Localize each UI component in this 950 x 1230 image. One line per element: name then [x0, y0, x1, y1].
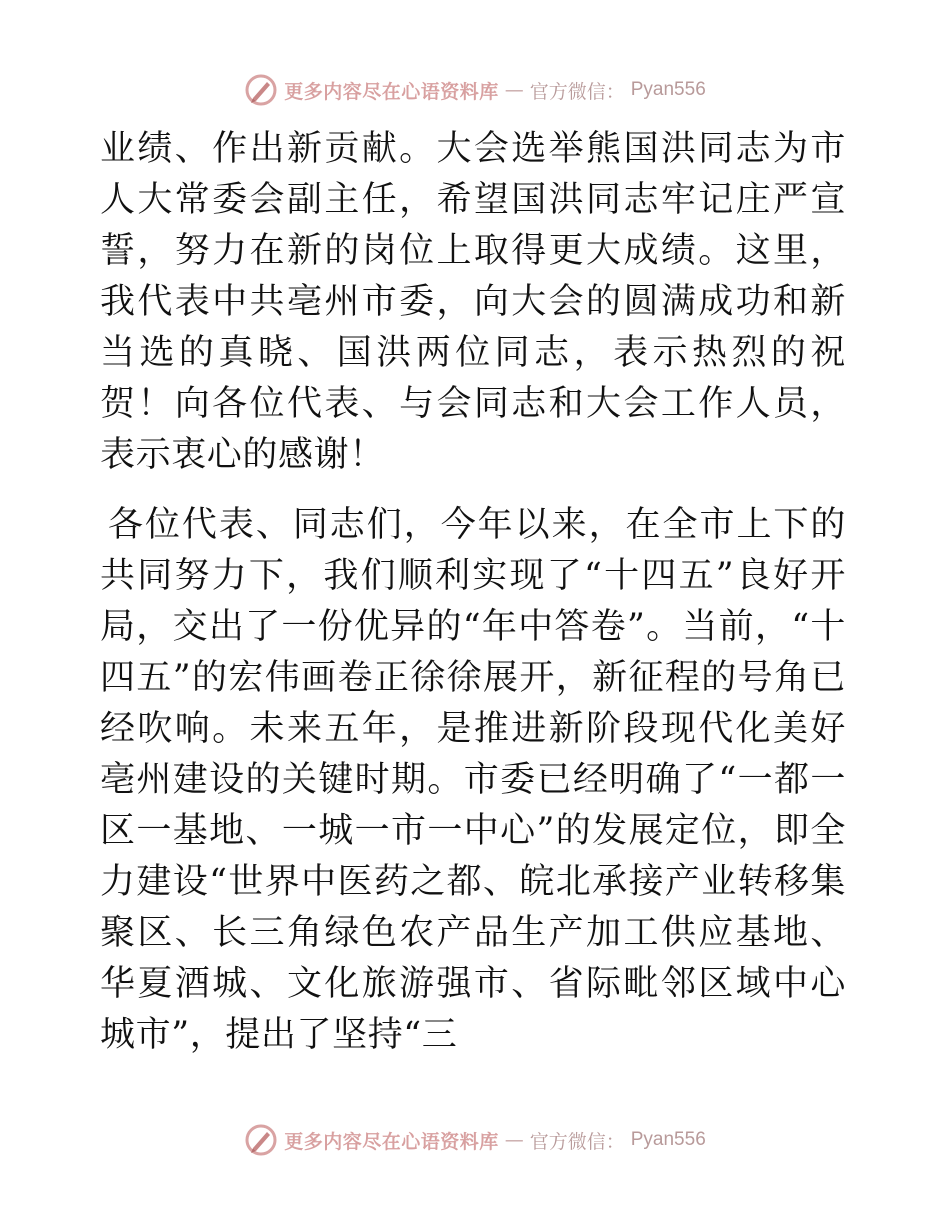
watermark-wechat-id: Pyan556	[630, 1129, 706, 1150]
watermark-text: 更多内容尽在心语资料库	[284, 80, 499, 103]
paragraph-2: 各位代表、同志们，今年以来，在全市上下的共同努力下，我们顺利实现了“十四五”良好开局，交出了一份优异的“年中答卷”。当前，“十四五”的宏伟画卷正徐徐展开，新征程的号角已经吹响。未来五年，是推进新阶段现代化美好亳州建设的关键时期。市委已经明确了“一都一区一基地、一城一市一中心”的发展定位，即全力建设“世界中医药之都、皖北承接产业转移集聚区、长三角绿色农产品生产加工供应基地、华夏酒城、文化旅游强市、省际毗邻区域中心城市”，提出了坚持“三	[100, 505, 846, 1055]
footer-watermark	[0, 1120, 950, 1160]
watermark-wechat-label: 官方微信：	[529, 80, 625, 103]
watermark-text: 更多内容尽在心语资料库	[284, 1130, 499, 1153]
watermark-wechat-id: Pyan556	[630, 79, 706, 100]
pen-circle-logo-icon	[244, 73, 278, 107]
watermark-dash: —	[504, 1129, 524, 1151]
header-watermark	[0, 70, 950, 110]
watermark-dash: —	[504, 79, 524, 101]
paragraph-1: 业绩、作出新贡献。大会选举熊国洪同志为市人大常委会副主任，希望国洪同志牢记庄严宣誓，努力在新的岗位上取得更大成绩。这里，我代表中共亳州市委，向大会的圆满成功和新当选的真晓、国洪两位同志，表示热烈的祝贺！向各位代表、与会同志和大会工作人员，表示衷心的感谢！	[100, 129, 846, 475]
pen-circle-logo-icon	[244, 1123, 278, 1157]
document-body	[100, 124, 846, 1061]
watermark-wechat-label: 官方微信：	[529, 1130, 625, 1153]
